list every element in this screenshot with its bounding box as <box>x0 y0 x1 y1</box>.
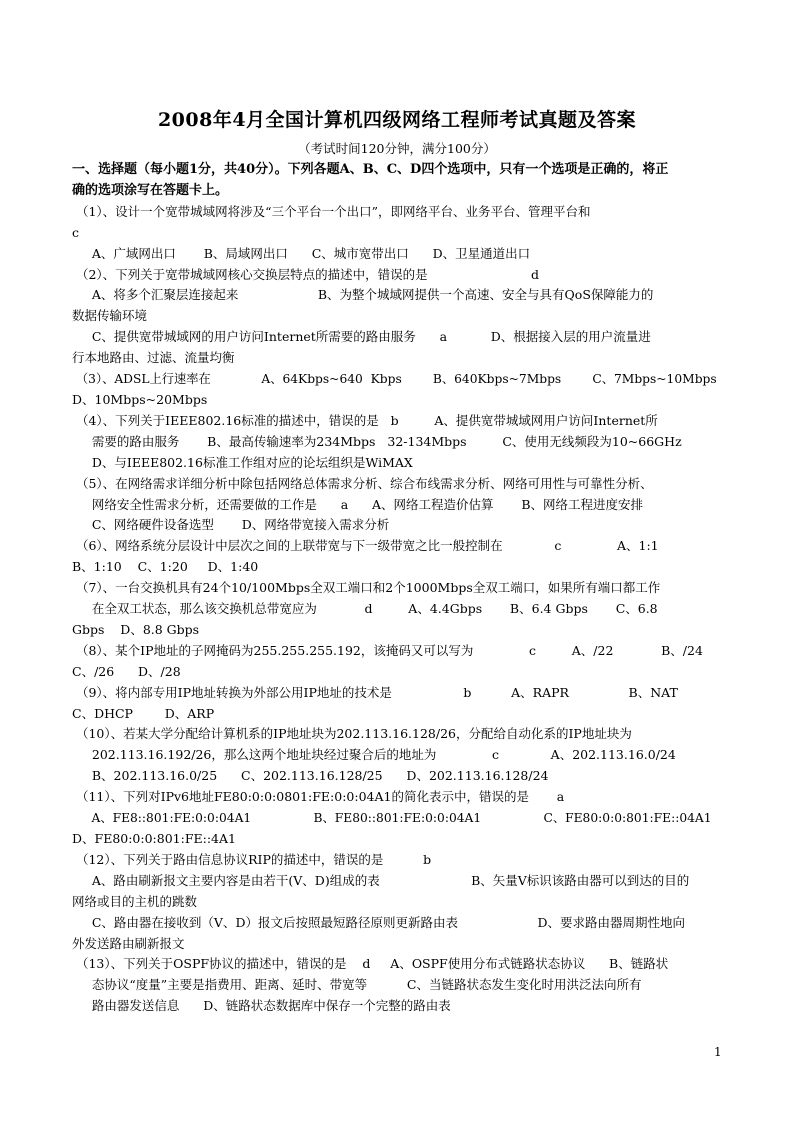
question-lines <box>72 202 724 1017</box>
text-line: 数据传输环境 <box>72 308 148 324</box>
text-line: 202.113.16.192/26，那么这两个地址块经过聚合后的地址为 c A、202.113.16.0/24 <box>72 747 676 763</box>
text-line: D、FE80:0:0:801:FE::4A1 <box>72 831 236 846</box>
text-line: 外发送路由刷新报文 <box>72 935 185 951</box>
text-line: C、网络硬件设备选型 D、网络带宽接入需求分析 <box>72 517 390 533</box>
text-line: 需要的路由服务 B、最高传输速率为234Mbps 32-134Mbps C、使用无线频段为10~66GHz <box>72 433 682 449</box>
text-line: 网络安全性需求分析，还需要做的工作是 a A、网络工程造价估算 B、网络工程进度安排 <box>72 496 644 512</box>
text-line: （1）、设计一个宽带城域网将涉及“三个平台一个出口”，即网络平台、业务平台、管理平台和 <box>72 203 591 219</box>
text-line: （12）、下列关于路由信息协议RIP的描述中，错误的是 b <box>72 851 432 867</box>
text-line: D、与IEEE802.16标准工作组对应的论坛组织是WiMAX <box>72 454 413 470</box>
text-line: B、1:10 C、1:20 D、1:40 <box>72 559 259 575</box>
text-line: B、202.113.16.0/25 C、202.113.16.128/25 D、202.113.16.128/24 <box>72 768 549 784</box>
text-line: A、广域网出口 B、局域网出口 C、城市宽带出口 D、卫星通道出口 <box>72 245 531 261</box>
text-line: A、路由刷新报文主要内容是由若干(V、D)组成的表 B、矢量V标识该路由器可以到达的目的 <box>72 872 690 888</box>
page-number: 1 <box>714 1045 722 1059</box>
text-line: Gbps D、8.8 Gbps <box>72 621 200 637</box>
text-line: （4）、下列关于IEEE802.16标准的描述中，错误的是 b A、提供宽带城域网用户访问Internet所 <box>72 412 658 428</box>
text-line: （9）、将内部专用IP地址转换为外部公用IP地址的技术是 b A、RAPR B、NAT <box>72 684 678 700</box>
text-line: 路由器发送信息 D、链路状态数据库中保存一个完整的路由表 <box>72 998 451 1014</box>
section-heading-line: 确的选项涂写在答题卡上。 <box>72 182 229 198</box>
text-line: （13）、下列关于OSPF协议的描述中，错误的是 d A、OSPF使用分布式链路状态协议 B、链路状 <box>72 956 669 972</box>
text-line: （2）、下列关于宽带城域网核心交换层特点的描述中，错误的是 d <box>72 266 539 282</box>
text-line: （3）、ADSL上行速率在 A、64Kbps~640 Kbps B、640Kbps~7Mbps C、7Mbps~10Mbps <box>72 372 717 387</box>
text-line: C、DHCP D、ARP <box>72 705 215 721</box>
text-line: 在全双工状态，那么该交换机总带宽应为 d A、4.4Gbps B、6.4 Gbps C、6.8 <box>72 601 658 617</box>
text-line: 行本地路由、过滤、流量均衡 <box>72 350 235 366</box>
text-line: （6）、网络系统分层设计中层次之间的上联带宽与下一级带宽之比一般控制在 c A、1:1 <box>72 538 659 554</box>
question-list <box>72 160 724 1017</box>
text-line: C、提供宽带城域网的用户访问Internet所需要的路由服务 a D、根据接入层的用户流量进 <box>72 329 651 345</box>
text-line: （11）、下列对IPv6地址FE80:0:0:0801:FE:0:0:04A1的简化表示中，错误的是 a <box>72 789 565 805</box>
text-line: （8）、某个IP地址的子网掩码为255.255.255.192，该掩码又可以写为 c A、/22 B、/24 <box>72 642 703 658</box>
text-line: A、FE8::801:FE:0:0:04A1 B、FE80::801:FE:0:0:04A1 C、FE80:0:0:801:FE::04A1 <box>72 811 712 826</box>
section-heading <box>72 160 724 202</box>
text-line: A、将多个汇聚层连接起来 B、为整个城域网提供一个高速、安全与具有QoS保障能力的 <box>72 287 654 303</box>
text-line: （5）、在网络需求详细分析中除包括网络总体需求分析、综合布线需求分析、网络可用性与可靠性分析、 <box>72 475 653 491</box>
text-line: C、/26 D、/28 <box>72 663 181 679</box>
text-line: （7）、一台交换机具有24个10/100Mbps全双工端口和2个1000Mbps全双工端口，如果所有端口都工作 <box>72 580 661 596</box>
text-line: （10）、若某大学分配给计算机系的IP地址块为202.113.16.128/26，分配给自动化系的IP地址块为 <box>72 726 632 742</box>
text-line: c <box>72 224 80 240</box>
section-heading-line: 一、选择题（每小题1分，共40分）。下列各题A、B、C、D四个选项中，只有一个选项是正确的，将正 <box>72 162 669 177</box>
page-title: 2008年4月全国计算机四级网络工程师考试真题及答案 <box>157 109 637 131</box>
text-line: 网络或目的主机的跳数 <box>72 893 198 909</box>
text-line: 态协议“度量”主要是指费用、距离、延时、带宽等 C、当链路状态发生变化时用洪泛法向所有 <box>72 977 642 993</box>
text-line: C、路由器在接收到（V、D）报文后按照最短路径原则更新路由表 D、要求路由器周期性地向 <box>72 914 685 930</box>
text-line: D、10Mbps~20Mbps <box>72 391 208 407</box>
exam-info: （考试时间120分钟，满分100分） <box>298 141 496 156</box>
